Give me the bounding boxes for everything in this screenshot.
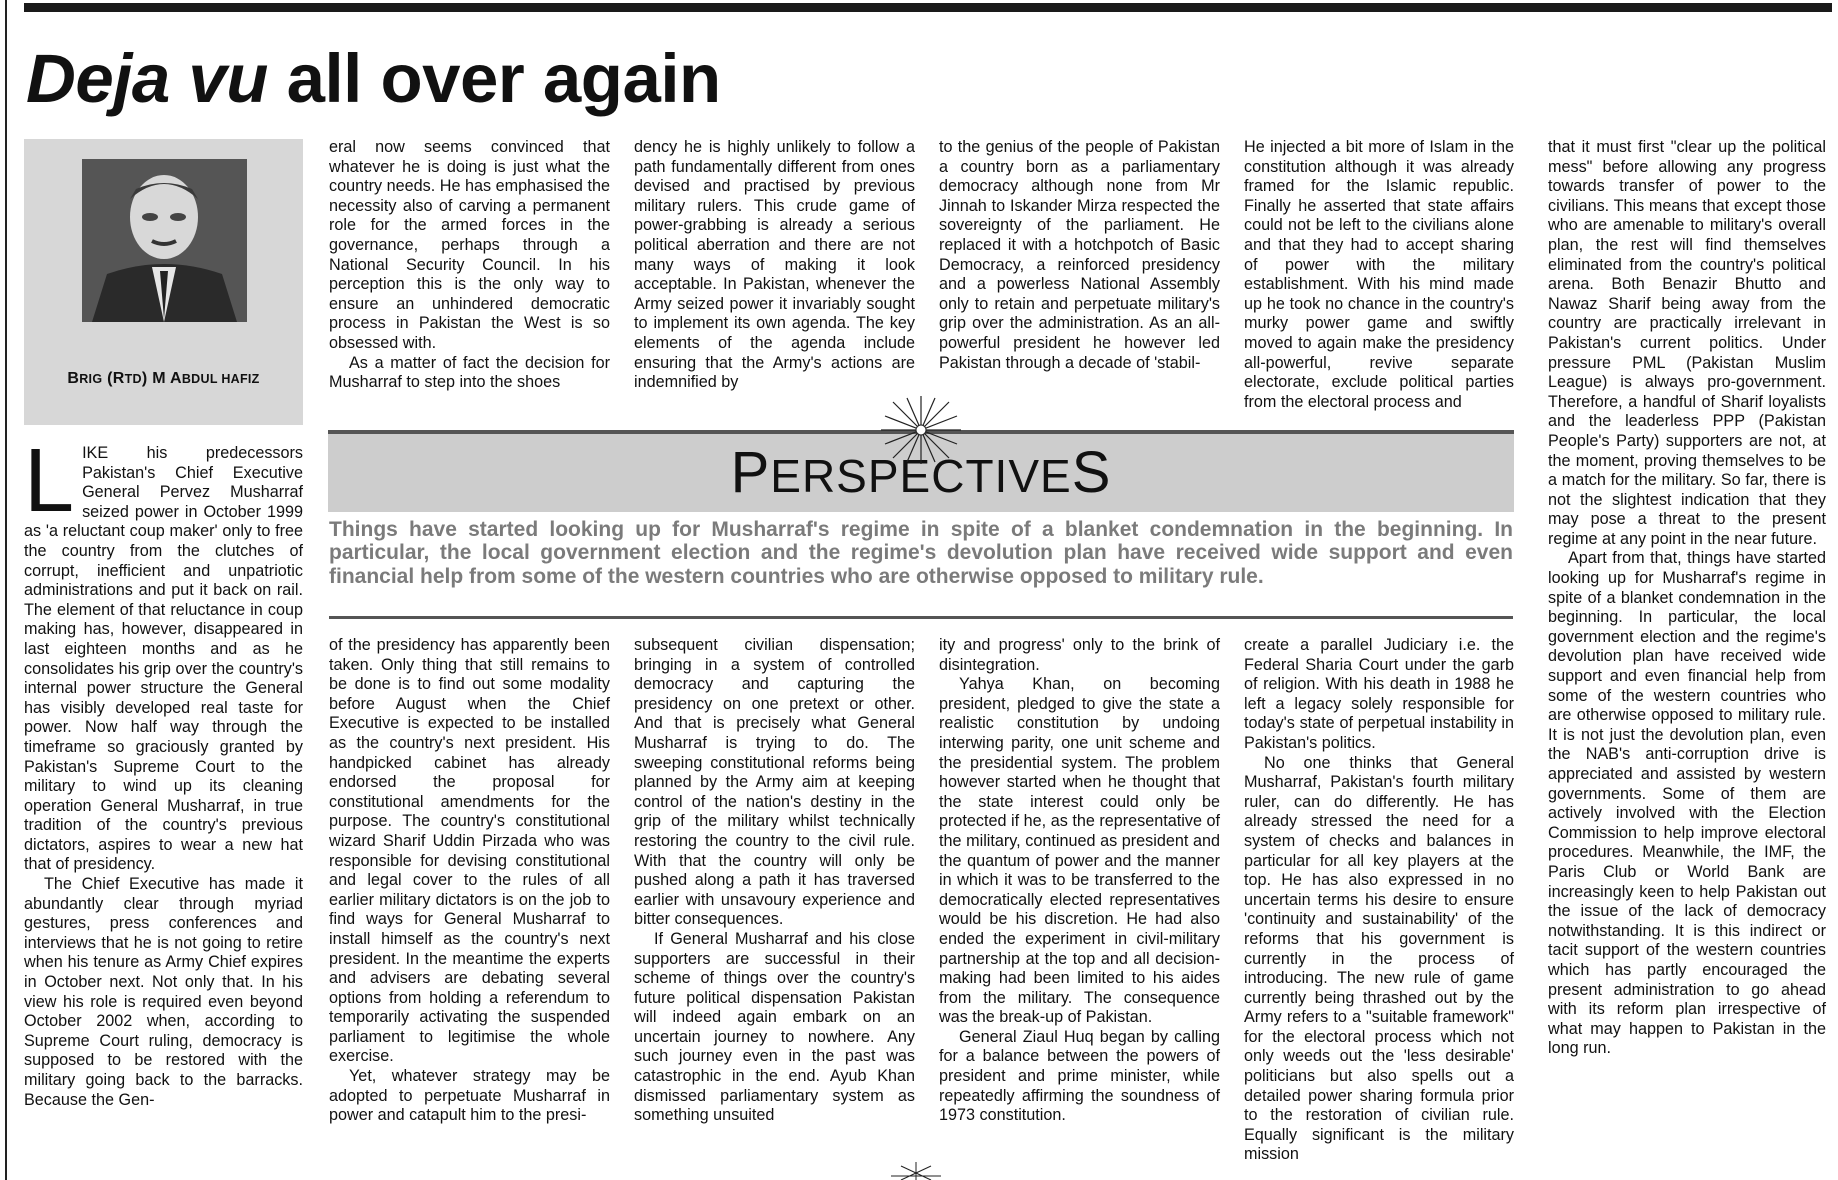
top-rule (24, 3, 1832, 12)
column-6 (1548, 138, 1826, 1168)
deck-rule (329, 616, 1513, 619)
starburst-icon (881, 396, 961, 464)
col5-bottom-paragraph-1: create a parallel Judiciary i.e. the Federal Sharia Court under the garb of religion. With his death in 1988 he left a legacy solely responsible for today's state of perpetual instability in Pakistan's politics. (1244, 636, 1514, 752)
section-title: PERSPECTIVES (730, 440, 1112, 505)
col4-top-paragraph-1: to the genius of the people of Pakistan a country born as a parliamentary democracy although none from Mr Jinnah to Iskander Mirza respected the sovereignty of the parliament. He replaced it with a hotchpotch of Basic Democracy, a reinforced presidency and a powerless National Assembly only to retain and perpetuate military's grip over the administration. As an all-powerful president he however led Pakistan through a decade of 'stabil- (939, 138, 1220, 372)
author-photo-box (24, 139, 303, 425)
col3-bottom-paragraph-1: subsequent civilian dispensation; bringing in a system of controlled democracy and capturing the presidency on one pretext or other. And that is precisely what General Musharraf is trying to do. The sweeping constitutional reforms being planned by the Army aim at keeping control of the nation's destiny in the grip of the military whilst technically restoring the country to the civil rule. With that the country will only be pushed along a path it has traversed earlier with unsavoury experience and bitter consequences. (634, 636, 915, 929)
column-2-bottom (329, 636, 610, 1176)
author-portrait-image (82, 159, 247, 322)
headline-rest: all over again (286, 40, 721, 117)
col5-bottom-paragraph-2: No one thinks that General Musharraf, Pakistan's fourth military ruler, can do differently. He has already stressed the need for a system of checks and balances in particular for all key players at the top. He has also expressed in no uncertain terms his desire to ensure 'continuity and sustainability' of the reforms that his government is currently in the process of introducing. The new rule of game currently being thrashed out by the Army refers to a "suitable framework" for the electoral process which not only weeds out the 'less desirable' politicians but also spells out a detailed power sharing formula prior to the restoration of civilian rule. Equally significant is the military mission (1244, 753, 1514, 1164)
col3-top-paragraph-1: dency he is highly unlikely to follow a path fundamentally different from ones devised and practised by previous military rulers. This crude game of power-grabbing is already a serious political aberration and there are not many ways of making it look acceptable. In Pakistan, whenever the Army seized power it invariably sought to implement its own agenda. The key elements of the agenda include ensuring that the Army's actions are indemnified by (634, 138, 915, 392)
starburst-bottom-icon (891, 1162, 941, 1180)
column-1 (24, 431, 303, 1174)
col1-paragraph-1: LIKE his predecessors Pakistan's Chief Executive General Pervez Musharraf seized power in October 1999 as 'a reluctant coup maker' only to free the country from the clutches of corrupt, inefficient and unpatriotic administrations and put it back on rail. The element of that reluctance in coup making has, however, disappeared in last eighteen months and as he consolidates his grip over the country's internal power structure the General has visibly developed real taste for power. Now half way through the timeframe so graciously granted by Pakistan's Supreme Court to the military to wind up its cleaning operation General Musharraf, in true tradition of the country's previous dictators, aspires to wear a new hat that of presidency. (24, 431, 303, 874)
col1-paragraph-2: The Chief Executive has made it abundantly clear through myriad gestures, press conferences and interviews that he is not going to retire when his tenure as Army Chief expires in October next. Not only that. In his view his role is required even beyond October 2002 when, according to Supreme Court ruling, democracy is supposed to be restored with the military going back to the barracks. Because the Gen- (24, 875, 303, 1109)
col4-bottom-paragraph-1: ity and progress' only to the brink of disintegration. (939, 636, 1220, 674)
column-3-top (634, 138, 915, 398)
col2-bottom-paragraph-1: of the presidency has apparently been taken. Only thing that still remains to be done is to find out some modality before August when the Chief Executive is expected to be installed as the country's next president. His handpicked cabinet has already endorsed the proposal for constitutional amendments for the purpose. The country's constitutional wizard Sharif Uddin Pirzada who was responsible for devising constitutional and legal cover to the rules of all earlier military dictators is on the job to find ways for General Musharraf to install himself as the country's next president. In the meantime the experts and advisers are debating several options from holding a referendum to temporarily activating the suspended parliament to legitimise the whole exercise. (329, 636, 610, 1066)
column-3-bottom (634, 636, 915, 1176)
column-4-top (939, 138, 1220, 398)
col6-paragraph-1: that it must first "clear up the political mess" before allowing any progress towards transfer of power to the civilians. This means that except those who are amenable to military's overall plan, the rest will find themselves eliminated from the country's political arena. Both Benazir Bhutto and Nawaz Sharif being away from the country are practically irrelevant in Pakistan's current politics. Under pressure PML (Pakistan Muslim League) is always pro-government. Therefore, a handful of Sharif loyalists and the leaderless PPP (Pakistan People's Party) supporters are not, at the moment, proving themselves to be a match for the military. So far, there is not the slightest indication that they may pose a threat to the present regime at any point in the near future. (1548, 138, 1826, 548)
col5-top-paragraph-1: He injected a bit more of Islam in the constitution although it was already framed for the Islamic republic. Finally he asserted that state affairs could not be left to the civilians alone and that they had to accept sharing of power with the military establishment. With his mind made up he took no chance in the country's murky power game and swiftly moved to again make the presidency all-powerful, revive separate electorate, exclude political parties from the electoral process and (1244, 138, 1514, 411)
column-5-bottom (1244, 636, 1514, 1176)
author-photo (82, 159, 247, 322)
col2-top-paragraph-2: As a matter of fact the decision for Musharraf to step into the shoes (329, 353, 610, 392)
column-2-top (329, 138, 610, 398)
page-border-left (5, 0, 7, 1180)
col4-bottom-paragraph-3: General Ziaul Huq began by calling for a balance between the powers of president and prime minister, while repeatedly affirming the soundness of 1973 constitution. (939, 1027, 1220, 1125)
column-5-top (1244, 138, 1514, 411)
headline (26, 34, 721, 124)
dropcap: L (24, 431, 75, 531)
author-byline: BRIG (RTD) M ABDUL HAFIZ (67, 370, 260, 387)
headline-italic: Deja vu (26, 40, 268, 117)
column-4-bottom (939, 636, 1220, 1176)
col6-paragraph-2: Apart from that, things have started looking up for Musharraf's regime in spite of a blanket condemnation in the beginning. In particular, the local government election and the regime's devolution plan have received wide support and even financial help from some of the western countries who are otherwise opposed to military rule. It is not just the devolution plan, even the NAB's anti-corruption drive is appreciated and assisted by western governments. Some of them are actively involved with the Election Commission to help improve electoral procedures. Meanwhile, the IMF, the Paris Club or World Bank are increasingly keen to help Pakistan out the issue of the lack of democracy notwithstanding. It is this indirect or tacit support of the western countries which has partly encouraged the present administration to go ahead with its reform plan irrespective of what may happen to Pakistan in the long run. (1548, 549, 1826, 1058)
col3-bottom-paragraph-2: If General Musharraf and his close supporters are successful in their scheme of things over the country's future political dispensation Pakistan will indeed again embark on an uncertain journey to nowhere. Any such journey even in the past was catastrophic in the end. Ayub Khan dismissed parliamentary system as something unsuited (634, 929, 915, 1125)
col2-top-paragraph-1: eral now seems convinced that whatever he is doing is just what the country needs. He has emphasised the necessity also of carving a permanent role for the armed forces in the governance, perhaps through a National Security Council. In his perception this is the only way to ensure an unhindered democratic process in Pakistan the West is so obsessed with. (329, 138, 610, 352)
deck-summary: Things have started looking up for Musharraf's regime in spite of a blanket condemnation in the beginning. In particular, the local government election and the regime's devolution plan have received wide support and even financial help from some of the western countries who are otherwise opposed to military rule. (329, 518, 1513, 588)
col4-bottom-paragraph-2: Yahya Khan, on becoming president, pledged to give the state a realistic constitution by undoing interwing parity, one unit scheme and the presidential system. The problem however started when he thought that the state interest could only be protected if he, as the representative of the military, continued as president and the quantum of power and the manner in which it was to be transferred to the democratically elected representatives would be his discretion. He had also ended the experiment in civil-military partnership at the top and all decision-making had been limited to his aides from the military. The consequence was the break-up of Pakistan. (939, 675, 1220, 1027)
col2-bottom-paragraph-2: Yet, whatever strategy may be adopted to perpetuate Musharraf in power and catapult him to the presi- (329, 1067, 610, 1125)
